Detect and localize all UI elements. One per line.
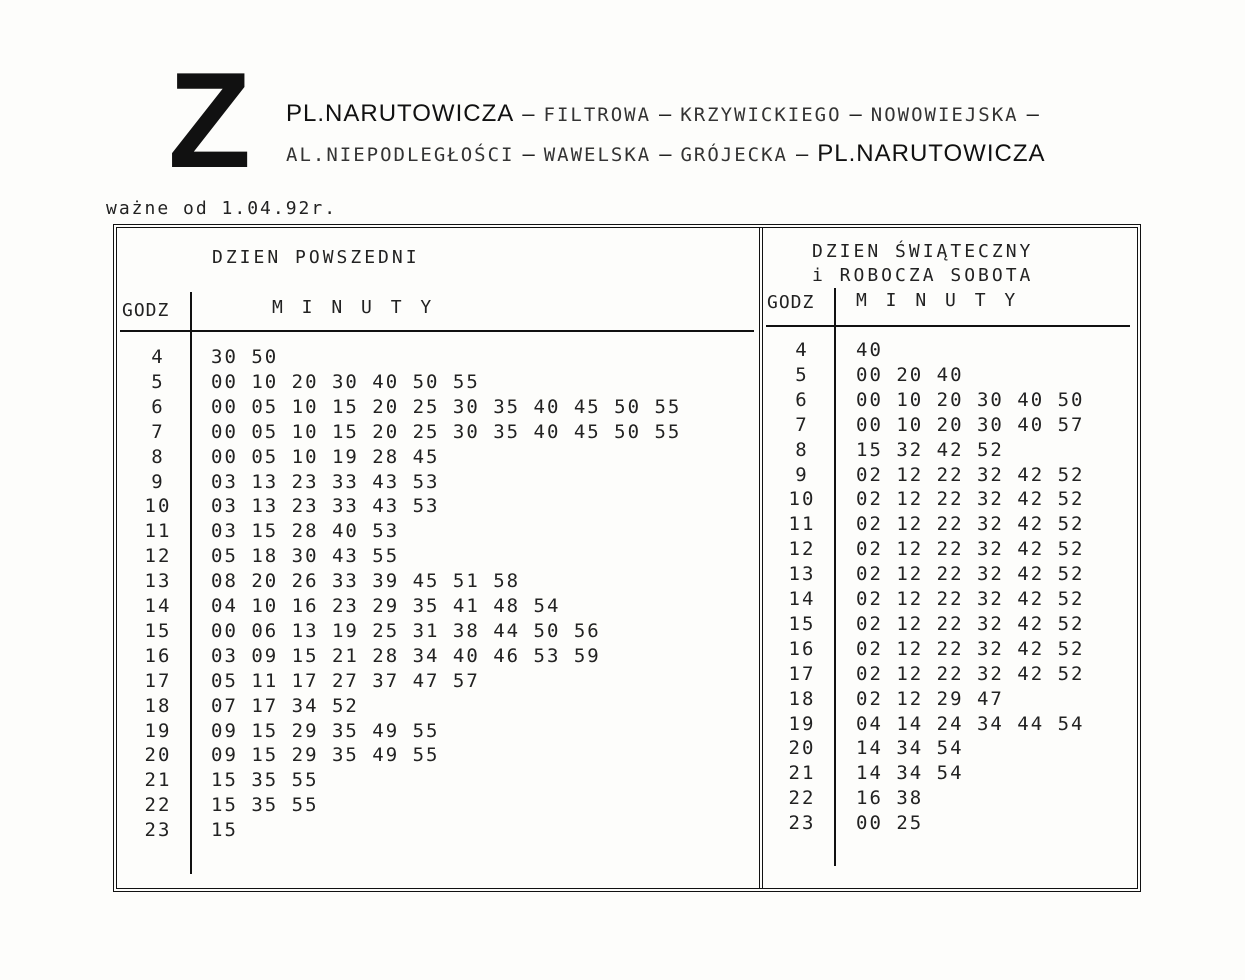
holiday-hour: 7 xyxy=(795,413,809,436)
weekday-minutes: 03 13 23 33 43 53 xyxy=(211,495,440,518)
weekday-hour: 14 xyxy=(144,595,172,617)
weekday-minutes: 03 09 15 21 28 34 40 46 53 59 xyxy=(211,644,601,667)
weekday-minutes: 00 05 10 15 20 25 30 35 40 45 50 55 xyxy=(211,420,682,443)
weekday-minutes: 04 10 16 23 29 35 41 48 54 xyxy=(211,595,561,617)
holiday-hour: 18 xyxy=(788,687,816,710)
holiday-minutes: 02 12 22 32 42 52 xyxy=(856,612,1085,635)
holiday-hour-header: GODZ xyxy=(767,292,815,313)
weekday-minutes: 15 xyxy=(211,819,238,842)
holiday-hour: 19 xyxy=(788,712,816,735)
weekday-hour: 6 xyxy=(151,395,165,418)
weekday-hour: 20 xyxy=(144,744,172,767)
holiday-minutes: 02 12 22 32 42 52 xyxy=(856,637,1085,660)
weekday-hour: 11 xyxy=(144,520,172,543)
weekday-minutes: 00 05 10 19 28 45 xyxy=(211,445,440,468)
holiday-minutes: 15 32 42 52 xyxy=(856,438,1004,461)
holiday-hour: 23 xyxy=(788,812,816,835)
weekday-minutes: 15 35 55 xyxy=(211,794,319,817)
weekday-hour: 4 xyxy=(151,346,165,368)
weekday-hour: 13 xyxy=(144,570,172,593)
route-stop: KRZYWICKIEGO xyxy=(680,104,842,126)
line-letter: Z xyxy=(168,44,252,196)
holiday-minutes: 02 12 22 32 42 52 xyxy=(856,513,1085,536)
holiday-minutes: 02 12 22 32 42 52 xyxy=(856,538,1085,561)
route-separator: – xyxy=(659,141,673,166)
holiday-minutes: 00 25 xyxy=(856,812,924,835)
route xyxy=(286,100,1186,180)
weekday-minutes: 03 13 23 33 43 53 xyxy=(211,470,440,493)
weekday-minutes: 07 17 34 52 xyxy=(211,694,359,717)
holiday-hour: 4 xyxy=(795,339,809,361)
weekday-hour: 15 xyxy=(144,619,172,642)
holiday-minutes: 00 10 20 30 40 50 xyxy=(856,388,1085,411)
weekday-hour: 9 xyxy=(151,470,165,493)
weekday-minutes: 00 10 20 30 40 50 55 xyxy=(211,370,480,393)
weekday-hour: 19 xyxy=(144,719,172,742)
weekday-hour: 16 xyxy=(144,644,172,667)
weekday-hour: 12 xyxy=(144,545,172,568)
route-separator: – xyxy=(796,141,810,166)
weekday-minutes: 03 15 28 40 53 xyxy=(211,520,400,543)
route-stop: GRÓJECKA xyxy=(680,144,788,166)
holiday-hour-rule xyxy=(834,288,836,866)
weekday-hour: 8 xyxy=(151,445,165,468)
holiday-hour: 15 xyxy=(788,612,816,635)
route-stop: WAWELSKA xyxy=(543,144,652,166)
weekday-title: DZIEN POWSZEDNI xyxy=(212,247,420,268)
weekday-hour: 23 xyxy=(144,819,172,842)
route-separator: – xyxy=(659,101,673,126)
holiday-minutes: 14 34 54 xyxy=(856,762,964,785)
weekday-hour: 10 xyxy=(144,495,172,518)
weekday-hour-header: GODZ xyxy=(122,300,170,321)
valid-from: ważne od 1.04.92r. xyxy=(106,198,338,219)
holiday-title-line1: DZIEN ŚWIĄTECZNY xyxy=(812,241,1034,262)
weekday-minutes: 05 11 17 27 37 47 57 xyxy=(211,669,480,692)
holiday-hour: 8 xyxy=(795,438,809,461)
route-separator: – xyxy=(522,141,536,166)
holiday-hour: 20 xyxy=(788,737,816,760)
holiday-hour: 14 xyxy=(788,588,816,610)
holiday-hour: 21 xyxy=(788,762,816,785)
holiday-minutes-header: M I N U T Y xyxy=(856,290,1020,311)
route-stop: FILTROWA xyxy=(543,104,652,126)
holiday-header-rule xyxy=(766,325,1130,327)
weekday-minutes: 30 50 xyxy=(211,346,279,368)
weekday-hour: 21 xyxy=(144,769,172,792)
holiday-minutes: 16 38 xyxy=(856,787,924,810)
weekday-hour: 22 xyxy=(144,794,172,817)
weekday-minutes: 08 20 26 33 39 45 51 58 xyxy=(211,570,521,593)
holiday-minutes: 02 12 22 32 42 52 xyxy=(856,488,1085,511)
route-separator: – xyxy=(849,101,863,126)
holiday-minutes: 02 12 22 32 42 52 xyxy=(856,563,1085,586)
holiday-minutes: 40 xyxy=(856,339,883,361)
weekday-minutes: 15 35 55 xyxy=(211,769,319,792)
holiday-hour: 16 xyxy=(788,637,816,660)
weekday-minutes: 09 15 29 35 49 55 xyxy=(211,719,440,742)
holiday-minutes: 02 12 29 47 xyxy=(856,687,1004,710)
weekday-minutes: 00 05 10 15 20 25 30 35 40 45 50 55 xyxy=(211,395,682,418)
holiday-minutes: 14 34 54 xyxy=(856,737,964,760)
holiday-hour: 5 xyxy=(795,363,809,386)
holiday-minutes: 00 10 20 30 40 57 xyxy=(856,413,1085,436)
weekday-header-rule xyxy=(120,330,754,332)
holiday-minutes: 00 20 40 xyxy=(856,363,964,386)
weekday-minutes-header: M I N U T Y xyxy=(272,297,436,318)
route-separator: – xyxy=(522,101,536,126)
holiday-hour: 13 xyxy=(788,563,816,586)
route-stop: PL.NARUTOWICZA xyxy=(286,100,515,127)
weekday-minutes: 00 06 13 19 25 31 38 44 50 56 xyxy=(211,619,601,642)
holiday-hour: 22 xyxy=(788,787,816,810)
holiday-hour: 9 xyxy=(795,463,809,486)
route-separator: – xyxy=(1026,101,1040,126)
weekday-hour: 17 xyxy=(144,669,172,692)
holiday-hour: 11 xyxy=(788,513,816,536)
holiday-hour: 6 xyxy=(795,388,809,411)
weekday-hour-rule xyxy=(190,292,192,874)
weekday-minutes: 05 18 30 43 55 xyxy=(211,545,400,568)
holiday-hour: 10 xyxy=(788,488,816,511)
route-stop: PL.NARUTOWICZA xyxy=(817,140,1046,167)
holiday-hour: 12 xyxy=(788,538,816,561)
route-stop: AL.NIEPODLEGŁOŚCI xyxy=(286,144,515,166)
holiday-title-line2: i ROBOCZA SOBOTA xyxy=(812,265,1034,286)
weekday-hour: 5 xyxy=(151,370,165,393)
holiday-minutes: 04 14 24 34 44 54 xyxy=(856,712,1085,735)
holiday-hour: 17 xyxy=(788,662,816,685)
route-stop: NOWOWIEJSKA xyxy=(870,104,1019,126)
weekday-hour: 7 xyxy=(151,420,165,443)
route-row-2 xyxy=(286,140,1186,180)
holiday-minutes: 02 12 22 32 42 52 xyxy=(856,463,1085,486)
holiday-minutes: 02 12 22 32 42 52 xyxy=(856,662,1085,685)
route-row-1 xyxy=(286,100,1186,140)
weekday-hour: 18 xyxy=(144,694,172,717)
weekday-minutes: 09 15 29 35 49 55 xyxy=(211,744,440,767)
holiday-minutes: 02 12 22 32 42 52 xyxy=(856,588,1085,610)
table-divider xyxy=(759,228,763,888)
